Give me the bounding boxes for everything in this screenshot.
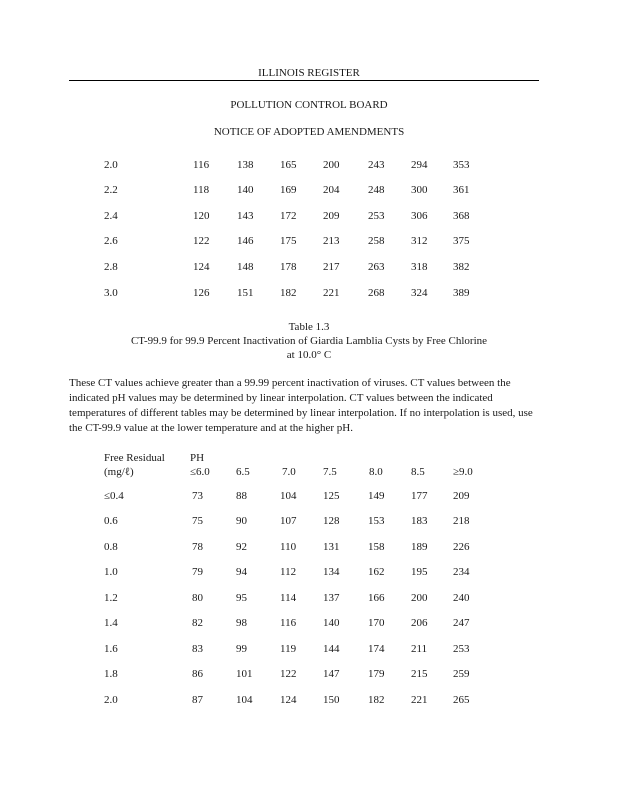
table-cell: 112: [280, 566, 297, 578]
table-cell: 183: [411, 515, 428, 527]
table-cell: 306: [411, 210, 428, 222]
table-cell: 195: [411, 566, 428, 578]
table-cell: 73: [192, 490, 203, 502]
table-cell: 94: [236, 566, 247, 578]
table-cell: 166: [368, 592, 385, 604]
ph-column-header: 8.5: [411, 466, 425, 478]
table-cell: 324: [411, 287, 428, 299]
table-cell: 151: [237, 287, 254, 299]
table-cell: 128: [323, 515, 340, 527]
table-row: [0, 261, 618, 275]
table-cell: 253: [453, 643, 470, 655]
ph-column-header: 8.0: [369, 466, 383, 478]
table-cell: 175: [280, 235, 297, 247]
table-cell: 263: [368, 261, 385, 273]
row-label-cell: 2.8: [104, 261, 118, 273]
table-cell: 78: [192, 541, 203, 553]
table-row: [0, 210, 618, 224]
explanatory-paragraph: These CT values achieve greater than a 99.99 percent inactivation of viruses. CT values between the indicated pH values may be determined by linear interpolation. CT values between the indicated temperatures of different tables may be determined by linear interpolation. If no interpolation is used, use the CT-99.9 value at the lower temperature and at the higher pH.: [69, 377, 533, 434]
table-cell: 90: [236, 515, 247, 527]
table-cell: 82: [192, 617, 203, 629]
table-cell: 234: [453, 566, 470, 578]
table-cell: 95: [236, 592, 247, 604]
table-cell: 382: [453, 261, 470, 273]
table-row: [0, 694, 618, 708]
table-cell: 189: [411, 541, 428, 553]
row-label-cell: 2.0: [104, 159, 118, 171]
table-cell: 361: [453, 184, 470, 196]
table-cell: 218: [453, 515, 470, 527]
row-label-cell: 3.0: [104, 287, 118, 299]
table-cell: 169: [280, 184, 297, 196]
table-cell: 318: [411, 261, 428, 273]
row-label-cell: 1.0: [104, 566, 118, 578]
table-row: [0, 235, 618, 249]
ph-header: PH: [190, 452, 205, 464]
table-cell: 226: [453, 541, 470, 553]
table-cell: 213: [323, 235, 340, 247]
table-cell: 353: [453, 159, 470, 171]
table-cell: 177: [411, 490, 428, 502]
row-label-cell: 2.2: [104, 184, 118, 196]
table-cell: 137: [323, 592, 340, 604]
table-cell: 158: [368, 541, 385, 553]
table-cell: 116: [193, 159, 210, 171]
table-temperature: at 10.0° C: [286, 349, 332, 361]
table-cell: 162: [368, 566, 385, 578]
table-row: [0, 490, 618, 504]
table-cell: 294: [411, 159, 428, 171]
table-cell: 209: [323, 210, 340, 222]
table-cell: 174: [368, 643, 385, 655]
ph-column-header: ≤6.0: [190, 466, 210, 478]
table-cell: 253: [368, 210, 385, 222]
table-cell: 147: [323, 668, 340, 680]
table-cell: 240: [453, 592, 470, 604]
table-cell: 300: [411, 184, 428, 196]
table-row: [0, 643, 618, 657]
table-cell: 179: [368, 668, 385, 680]
table-cell: 312: [411, 235, 428, 247]
table-cell: 104: [280, 490, 297, 502]
row-label-cell: 1.2: [104, 592, 118, 604]
header-rule: [69, 80, 539, 81]
table-cell: 122: [280, 668, 297, 680]
table-cell: 165: [280, 159, 297, 171]
table-cell: 131: [323, 541, 340, 553]
row-label-cell: 0.6: [104, 515, 118, 527]
table-cell: 149: [368, 490, 385, 502]
table-cell: 211: [411, 643, 428, 655]
table-cell: 83: [192, 643, 203, 655]
table-row: [0, 287, 618, 301]
table-cell: 172: [280, 210, 297, 222]
board-title: POLLUTION CONTROL BOARD: [230, 99, 388, 111]
row-label-cell: 0.8: [104, 541, 118, 553]
table-row: [0, 592, 618, 606]
row-label-cell: 1.4: [104, 617, 118, 629]
table-row: [0, 566, 618, 580]
units-header: (mg/ℓ): [104, 466, 134, 478]
table-cell: 116: [280, 617, 297, 629]
table-cell: 140: [323, 617, 340, 629]
table-cell: 87: [192, 694, 203, 706]
table-row: [0, 541, 618, 555]
table-row: [0, 668, 618, 682]
table-cell: 153: [368, 515, 385, 527]
table-cell: 86: [192, 668, 203, 680]
table-cell: 243: [368, 159, 385, 171]
table-cell: 170: [368, 617, 385, 629]
table-cell: 143: [237, 210, 254, 222]
table-cell: 178: [280, 261, 297, 273]
row-label-cell: ≤0.4: [104, 490, 124, 502]
table-cell: 114: [280, 592, 297, 604]
table-cell: 182: [368, 694, 385, 706]
table-cell: 107: [280, 515, 297, 527]
table-cell: 206: [411, 617, 428, 629]
table-row: [0, 159, 618, 173]
ph-column-header: 7.5: [323, 466, 337, 478]
table-row: [0, 617, 618, 631]
table-cell: 389: [453, 287, 470, 299]
table-cell: 259: [453, 668, 470, 680]
table-cell: 99: [236, 643, 247, 655]
table-cell: 88: [236, 490, 247, 502]
free-residual-header: Free Residual: [104, 452, 165, 464]
ph-column-header: 6.5: [236, 466, 250, 478]
table-cell: 204: [323, 184, 340, 196]
ph-column-header: ≥9.0: [453, 466, 473, 478]
table-row: [0, 184, 618, 198]
notice-title: NOTICE OF ADOPTED AMENDMENTS: [213, 126, 405, 138]
table-cell: 247: [453, 617, 470, 629]
table-cell: 182: [280, 287, 297, 299]
table-caption: [0, 320, 618, 362]
row-label-cell: 2.6: [104, 235, 118, 247]
table-cell: 118: [193, 184, 210, 196]
table-cell: 258: [368, 235, 385, 247]
table-cell: 120: [193, 210, 210, 222]
table-cell: 217: [323, 261, 340, 273]
table-cell: 265: [453, 694, 470, 706]
table-cell: 80: [192, 592, 203, 604]
register-title: ILLINOIS REGISTER: [258, 67, 360, 79]
table-cell: 248: [368, 184, 385, 196]
table-cell: 221: [411, 694, 428, 706]
row-label-cell: 2.0: [104, 694, 118, 706]
table-cell: 375: [453, 235, 470, 247]
table-cell: 75: [192, 515, 203, 527]
table-cell: 134: [323, 566, 340, 578]
table-cell: 200: [411, 592, 428, 604]
table-cell: 92: [236, 541, 247, 553]
table-cell: 140: [237, 184, 254, 196]
row-label-cell: 1.8: [104, 668, 118, 680]
table-cell: 119: [280, 643, 297, 655]
table-cell: 104: [236, 694, 253, 706]
table-row: [0, 515, 618, 529]
table-title: CT-99.9 for 99.9 Percent Inactivation of Giardia Lamblia Cysts by Free Chlorine: [130, 335, 488, 347]
table-cell: 200: [323, 159, 340, 171]
table-cell: 215: [411, 668, 428, 680]
table-cell: 209: [453, 490, 470, 502]
table-cell: 221: [323, 287, 340, 299]
table-cell: 125: [323, 490, 340, 502]
table-cell: 98: [236, 617, 247, 629]
table-cell: 79: [192, 566, 203, 578]
table-cell: 148: [237, 261, 254, 273]
table-cell: 110: [280, 541, 297, 553]
table-cell: 124: [193, 261, 210, 273]
ph-column-header: 7.0: [282, 466, 296, 478]
table-cell: 146: [237, 235, 254, 247]
table-cell: 138: [237, 159, 254, 171]
table-cell: 268: [368, 287, 385, 299]
table-cell: 368: [453, 210, 470, 222]
table-cell: 126: [193, 287, 210, 299]
row-label-cell: 2.4: [104, 210, 118, 222]
table-cell: 150: [323, 694, 340, 706]
row-label-cell: 1.6: [104, 643, 118, 655]
table-cell: 122: [193, 235, 210, 247]
table-number: Table 1.3: [288, 321, 330, 333]
table-cell: 124: [280, 694, 297, 706]
column-header-row: [0, 466, 618, 480]
table-cell: 101: [236, 668, 253, 680]
table-cell: 144: [323, 643, 340, 655]
